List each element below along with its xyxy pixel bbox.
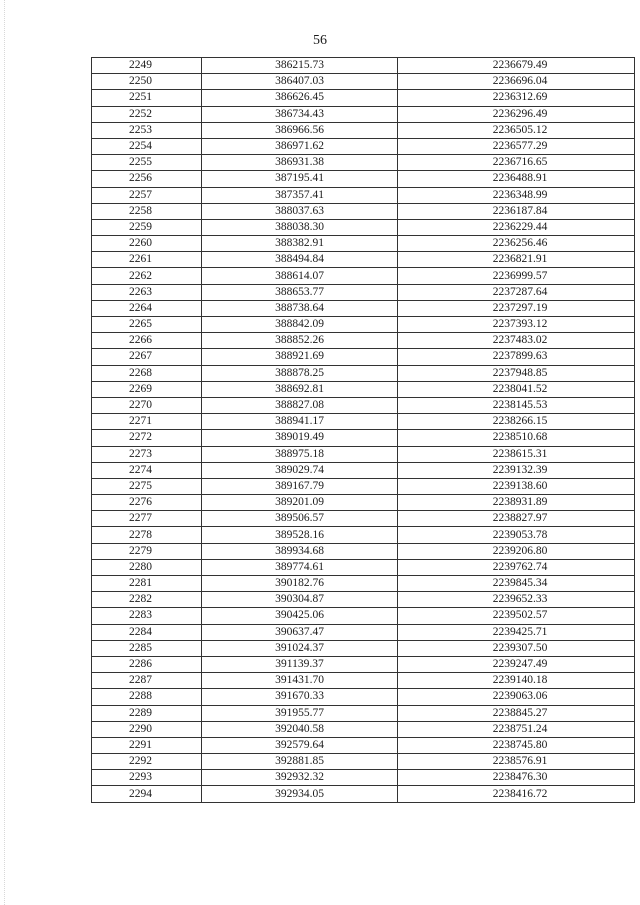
table-row xyxy=(92,122,635,138)
point-id-cell: 2287 xyxy=(92,673,202,689)
coordinate-table xyxy=(91,57,635,803)
point-id-cell: 2277 xyxy=(92,511,202,527)
point-id-cell: 2292 xyxy=(92,754,202,770)
point-id-cell: 2270 xyxy=(92,397,202,413)
x-coordinate-cell: 389774.61 xyxy=(202,559,398,575)
table-row xyxy=(92,721,635,737)
x-coordinate-cell: 388878.25 xyxy=(202,365,398,381)
x-coordinate-cell: 389506.57 xyxy=(202,511,398,527)
point-id-cell: 2280 xyxy=(92,559,202,575)
table-row xyxy=(92,155,635,171)
table-row xyxy=(92,592,635,608)
x-coordinate-cell: 388692.81 xyxy=(202,381,398,397)
y-coordinate-cell: 2237948.85 xyxy=(398,365,635,381)
table-row xyxy=(92,300,635,316)
x-coordinate-cell: 391431.70 xyxy=(202,673,398,689)
point-id-cell: 2284 xyxy=(92,624,202,640)
table-row xyxy=(92,559,635,575)
table-row xyxy=(92,397,635,413)
x-coordinate-cell: 388382.91 xyxy=(202,236,398,252)
y-coordinate-cell: 2238827.97 xyxy=(398,511,635,527)
y-coordinate-cell: 2238510.68 xyxy=(398,430,635,446)
table-row xyxy=(92,236,635,252)
x-coordinate-cell: 388827.08 xyxy=(202,397,398,413)
table-row xyxy=(92,90,635,106)
point-id-cell: 2279 xyxy=(92,543,202,559)
y-coordinate-cell: 2239053.78 xyxy=(398,527,635,543)
y-coordinate-cell: 2236679.49 xyxy=(398,58,635,74)
point-id-cell: 2293 xyxy=(92,770,202,786)
table-row xyxy=(92,252,635,268)
x-coordinate-cell: 392040.58 xyxy=(202,721,398,737)
x-coordinate-cell: 388941.17 xyxy=(202,414,398,430)
x-coordinate-cell: 386734.43 xyxy=(202,106,398,122)
x-coordinate-cell: 391670.33 xyxy=(202,689,398,705)
y-coordinate-cell: 2236256.46 xyxy=(398,236,635,252)
table-row xyxy=(92,673,635,689)
table-row xyxy=(92,689,635,705)
x-coordinate-cell: 390425.06 xyxy=(202,608,398,624)
point-id-cell: 2269 xyxy=(92,381,202,397)
x-coordinate-cell: 386966.56 xyxy=(202,122,398,138)
x-coordinate-cell: 387357.41 xyxy=(202,187,398,203)
point-id-cell: 2288 xyxy=(92,689,202,705)
x-coordinate-cell: 389934.68 xyxy=(202,543,398,559)
y-coordinate-cell: 2239307.50 xyxy=(398,640,635,656)
table-row xyxy=(92,446,635,462)
table-row xyxy=(92,495,635,511)
point-id-cell: 2262 xyxy=(92,268,202,284)
table-row xyxy=(92,737,635,753)
point-id-cell: 2271 xyxy=(92,414,202,430)
x-coordinate-cell: 388038.30 xyxy=(202,219,398,235)
point-id-cell: 2261 xyxy=(92,252,202,268)
y-coordinate-cell: 2236821.91 xyxy=(398,252,635,268)
table-row xyxy=(92,705,635,721)
point-id-cell: 2249 xyxy=(92,58,202,74)
table-row xyxy=(92,576,635,592)
point-id-cell: 2275 xyxy=(92,478,202,494)
x-coordinate-cell: 389019.49 xyxy=(202,430,398,446)
table-row xyxy=(92,171,635,187)
table-row xyxy=(92,333,635,349)
point-id-cell: 2251 xyxy=(92,90,202,106)
x-coordinate-cell: 386626.45 xyxy=(202,90,398,106)
x-coordinate-cell: 388975.18 xyxy=(202,446,398,462)
y-coordinate-cell: 2237287.64 xyxy=(398,284,635,300)
point-id-cell: 2257 xyxy=(92,187,202,203)
y-coordinate-cell: 2239845.34 xyxy=(398,576,635,592)
point-id-cell: 2291 xyxy=(92,737,202,753)
point-id-cell: 2274 xyxy=(92,462,202,478)
y-coordinate-cell: 2239132.39 xyxy=(398,462,635,478)
y-coordinate-cell: 2239063.06 xyxy=(398,689,635,705)
y-coordinate-cell: 2236312.69 xyxy=(398,90,635,106)
point-id-cell: 2265 xyxy=(92,317,202,333)
y-coordinate-cell: 2238266.15 xyxy=(398,414,635,430)
table-row xyxy=(92,365,635,381)
x-coordinate-cell: 391955.77 xyxy=(202,705,398,721)
point-id-cell: 2258 xyxy=(92,203,202,219)
point-id-cell: 2252 xyxy=(92,106,202,122)
y-coordinate-cell: 2237899.63 xyxy=(398,349,635,365)
x-coordinate-cell: 388852.26 xyxy=(202,333,398,349)
y-coordinate-cell: 2236229.44 xyxy=(398,219,635,235)
y-coordinate-cell: 2236716.65 xyxy=(398,155,635,171)
point-id-cell: 2268 xyxy=(92,365,202,381)
x-coordinate-cell: 388037.63 xyxy=(202,203,398,219)
table-row xyxy=(92,462,635,478)
point-id-cell: 2254 xyxy=(92,138,202,154)
y-coordinate-cell: 2238041.52 xyxy=(398,381,635,397)
y-coordinate-cell: 2236577.29 xyxy=(398,138,635,154)
table-row xyxy=(92,381,635,397)
point-id-cell: 2281 xyxy=(92,576,202,592)
point-id-cell: 2278 xyxy=(92,527,202,543)
x-coordinate-cell: 390182.76 xyxy=(202,576,398,592)
x-coordinate-cell: 389528.16 xyxy=(202,527,398,543)
page-number: 56 xyxy=(313,33,327,48)
coordinate-table-body xyxy=(92,58,635,803)
y-coordinate-cell: 2236348.99 xyxy=(398,187,635,203)
table-row xyxy=(92,349,635,365)
point-id-cell: 2255 xyxy=(92,155,202,171)
y-coordinate-cell: 2239138.60 xyxy=(398,478,635,494)
point-id-cell: 2276 xyxy=(92,495,202,511)
x-coordinate-cell: 386407.03 xyxy=(202,74,398,90)
y-coordinate-cell: 2238615.31 xyxy=(398,446,635,462)
table-row xyxy=(92,656,635,672)
point-id-cell: 2286 xyxy=(92,656,202,672)
table-row xyxy=(92,284,635,300)
x-coordinate-cell: 386931.38 xyxy=(202,155,398,171)
point-id-cell: 2285 xyxy=(92,640,202,656)
y-coordinate-cell: 2236696.04 xyxy=(398,74,635,90)
y-coordinate-cell: 2238751.24 xyxy=(398,721,635,737)
table-row xyxy=(92,640,635,656)
point-id-cell: 2282 xyxy=(92,592,202,608)
point-id-cell: 2289 xyxy=(92,705,202,721)
x-coordinate-cell: 392881.85 xyxy=(202,754,398,770)
x-coordinate-cell: 391139.37 xyxy=(202,656,398,672)
table-row xyxy=(92,219,635,235)
x-coordinate-cell: 389167.79 xyxy=(202,478,398,494)
x-coordinate-cell: 391024.37 xyxy=(202,640,398,656)
y-coordinate-cell: 2239762.74 xyxy=(398,559,635,575)
point-id-cell: 2260 xyxy=(92,236,202,252)
y-coordinate-cell: 2238145.53 xyxy=(398,397,635,413)
y-coordinate-cell: 2236999.57 xyxy=(398,268,635,284)
x-coordinate-cell: 392934.05 xyxy=(202,786,398,802)
x-coordinate-cell: 386971.62 xyxy=(202,138,398,154)
x-coordinate-cell: 388494.84 xyxy=(202,252,398,268)
y-coordinate-cell: 2236187.84 xyxy=(398,203,635,219)
x-coordinate-cell: 389201.09 xyxy=(202,495,398,511)
table-row xyxy=(92,187,635,203)
x-coordinate-cell: 388921.69 xyxy=(202,349,398,365)
table-row xyxy=(92,268,635,284)
table-row xyxy=(92,317,635,333)
point-id-cell: 2272 xyxy=(92,430,202,446)
table-row xyxy=(92,786,635,802)
table-row xyxy=(92,608,635,624)
point-id-cell: 2267 xyxy=(92,349,202,365)
table-row xyxy=(92,74,635,90)
table-row xyxy=(92,754,635,770)
point-id-cell: 2283 xyxy=(92,608,202,624)
y-coordinate-cell: 2237483.02 xyxy=(398,333,635,349)
x-coordinate-cell: 386215.73 xyxy=(202,58,398,74)
point-id-cell: 2294 xyxy=(92,786,202,802)
table-row xyxy=(92,624,635,640)
y-coordinate-cell: 2236488.91 xyxy=(398,171,635,187)
y-coordinate-cell: 2239247.49 xyxy=(398,656,635,672)
y-coordinate-cell: 2236505.12 xyxy=(398,122,635,138)
point-id-cell: 2263 xyxy=(92,284,202,300)
x-coordinate-cell: 390637.47 xyxy=(202,624,398,640)
y-coordinate-cell: 2239206.80 xyxy=(398,543,635,559)
x-coordinate-cell: 392932.32 xyxy=(202,770,398,786)
y-coordinate-cell: 2237393.12 xyxy=(398,317,635,333)
table-row xyxy=(92,58,635,74)
point-id-cell: 2266 xyxy=(92,333,202,349)
y-coordinate-cell: 2238931.89 xyxy=(398,495,635,511)
y-coordinate-cell: 2238576.91 xyxy=(398,754,635,770)
y-coordinate-cell: 2239140.18 xyxy=(398,673,635,689)
y-coordinate-cell: 2237297.19 xyxy=(398,300,635,316)
x-coordinate-cell: 388614.07 xyxy=(202,268,398,284)
table-row xyxy=(92,138,635,154)
table-row xyxy=(92,527,635,543)
y-coordinate-cell: 2239652.33 xyxy=(398,592,635,608)
table-row xyxy=(92,203,635,219)
y-coordinate-cell: 2239425.71 xyxy=(398,624,635,640)
x-coordinate-cell: 388738.64 xyxy=(202,300,398,316)
x-coordinate-cell: 390304.87 xyxy=(202,592,398,608)
table-row xyxy=(92,106,635,122)
x-coordinate-cell: 392579.64 xyxy=(202,737,398,753)
x-coordinate-cell: 388653.77 xyxy=(202,284,398,300)
table-row xyxy=(92,511,635,527)
table-row xyxy=(92,430,635,446)
y-coordinate-cell: 2239502.57 xyxy=(398,608,635,624)
table-row xyxy=(92,770,635,786)
y-coordinate-cell: 2238476.30 xyxy=(398,770,635,786)
point-id-cell: 2256 xyxy=(92,171,202,187)
point-id-cell: 2259 xyxy=(92,219,202,235)
point-id-cell: 2273 xyxy=(92,446,202,462)
x-coordinate-cell: 387195.41 xyxy=(202,171,398,187)
point-id-cell: 2264 xyxy=(92,300,202,316)
point-id-cell: 2250 xyxy=(92,74,202,90)
point-id-cell: 2253 xyxy=(92,122,202,138)
table-row xyxy=(92,414,635,430)
table-row xyxy=(92,543,635,559)
point-id-cell: 2290 xyxy=(92,721,202,737)
y-coordinate-cell: 2238845.27 xyxy=(398,705,635,721)
y-coordinate-cell: 2236296.49 xyxy=(398,106,635,122)
y-coordinate-cell: 2238416.72 xyxy=(398,786,635,802)
table-row xyxy=(92,478,635,494)
x-coordinate-cell: 389029.74 xyxy=(202,462,398,478)
x-coordinate-cell: 388842.09 xyxy=(202,317,398,333)
y-coordinate-cell: 2238745.80 xyxy=(398,737,635,753)
scan-edge-dots xyxy=(4,0,6,905)
